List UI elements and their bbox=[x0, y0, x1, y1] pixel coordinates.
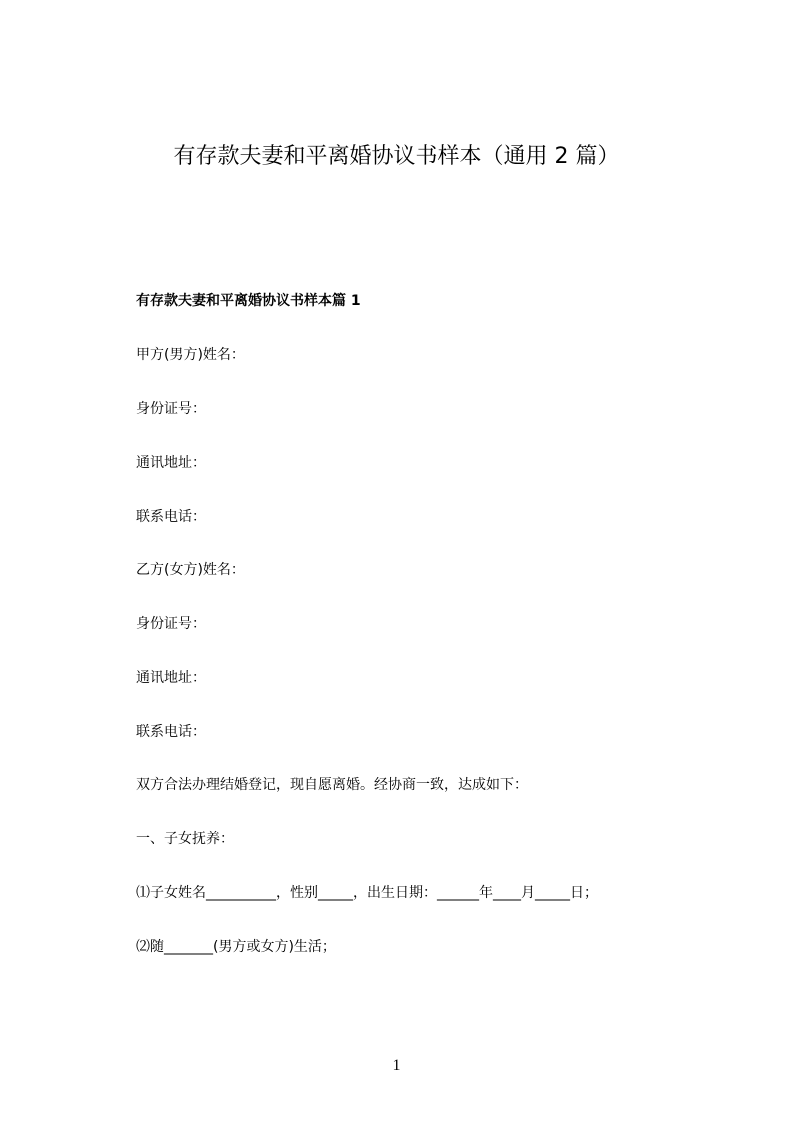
party-b-name-line: 乙方(女方)姓名： bbox=[136, 562, 245, 578]
child-info-line: ⑴子女姓名__________，性别_____，出生日期：______年____月_____日； bbox=[136, 885, 598, 901]
party-a-phone-line: 联系电话： bbox=[136, 509, 206, 525]
page-number: 1 bbox=[392, 1057, 401, 1074]
party-a-name-line: 甲方(男方)姓名： bbox=[136, 347, 245, 363]
party-a-id-line: 身份证号： bbox=[136, 401, 206, 417]
party-b-address-line: 通讯地址： bbox=[136, 670, 206, 686]
agreement-intro-paragraph: 双方合法办理结婚登记，现自愿离婚。经协商一致，达成如下： bbox=[136, 777, 528, 793]
child-residence-line: ⑵随_______(男方或女方)生活； bbox=[136, 939, 336, 955]
party-a-address-line: 通讯地址： bbox=[136, 455, 206, 471]
party-b-phone-line: 联系电话： bbox=[136, 724, 206, 740]
child-custody-heading: 一、子女抚养： bbox=[136, 831, 234, 847]
section-heading: 有存款夫妻和平离婚协议书样本篇 1 bbox=[136, 293, 361, 309]
party-b-id-line: 身份证号： bbox=[136, 616, 206, 632]
document-title: 有存款夫妻和平离婚协议书样本（通用 2 篇） bbox=[173, 144, 620, 169]
